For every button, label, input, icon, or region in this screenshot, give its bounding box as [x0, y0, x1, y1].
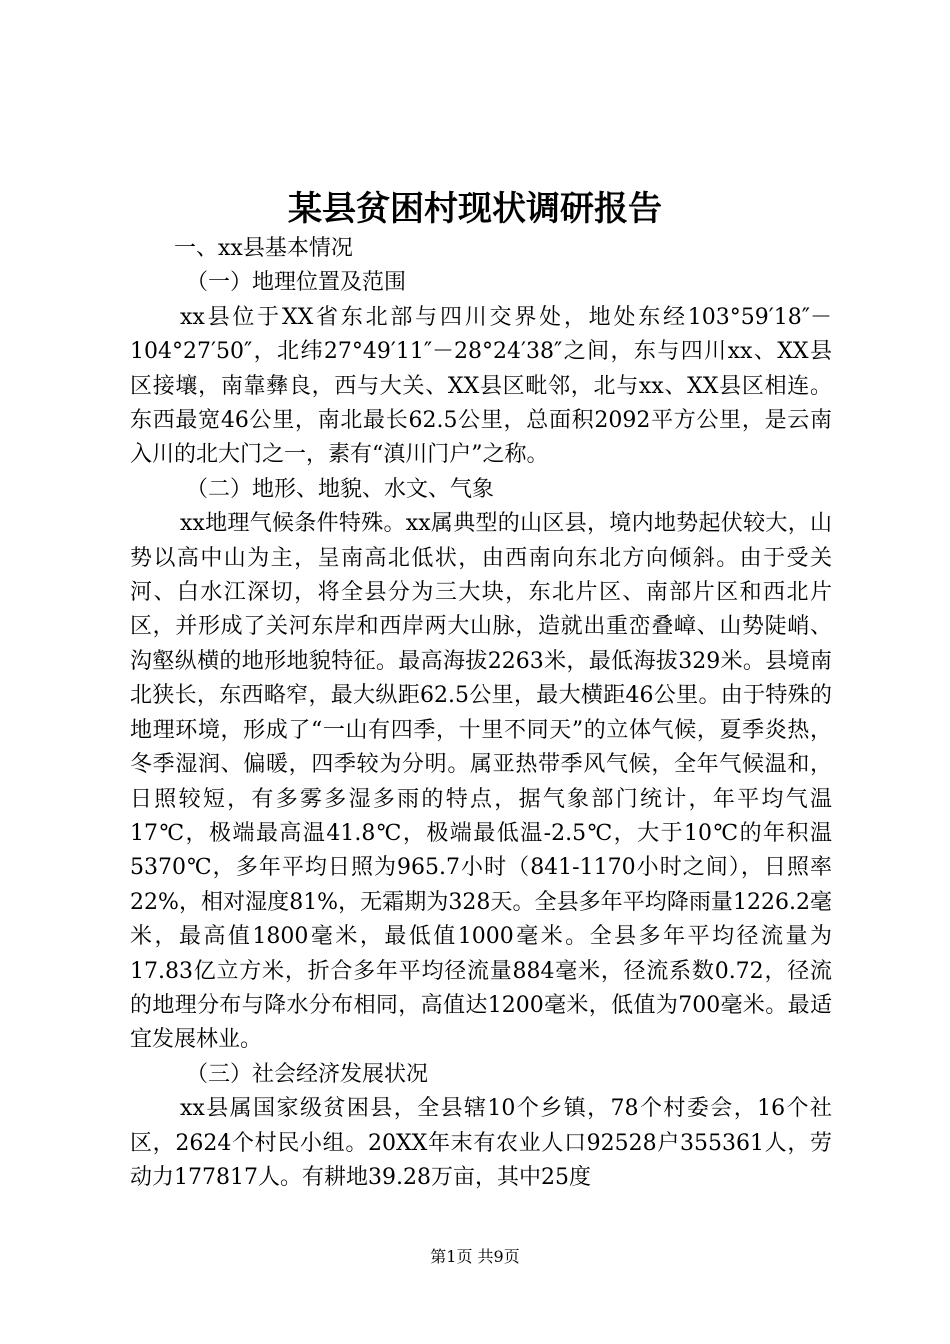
section-heading-basic-info: 一、xx县基本情况	[174, 236, 353, 261]
document-title: 某县贫困村现状调研报告	[288, 189, 662, 229]
paragraph-economy: xx县属国家级贫困县，全县辖10个乡镇，78个村委会，16个社区，2624个村民小组。20XX年末有农业人口92528户355361人，劳动力177817人。有耕地39.28万亩，其中25度	[130, 1096, 832, 1190]
paragraph-location: xx县位于XX省东北部与四川交界处，地处东经103°59′18″－104°27′50″，北纬27°49′11″－28°24′38″之间，东与四川xx、XX县区接壤，南靠彝良，西与大关、XX县区毗邻，北与xx、XX县区相连。东西最宽46公里，南北最长62.5公里，总面积2092平方公里，是云南入川的北大门之一，素有“滇川门户”之称。	[130, 304, 832, 468]
page-number-footer: 第1页 共9页	[430, 1247, 520, 1266]
document-body	[130, 232, 832, 1195]
subsection-heading-location: （一）地理位置及范围	[186, 270, 407, 296]
subsection-heading-economy: （三）社会经济发展状况	[186, 1061, 429, 1087]
subsection-heading-terrain: （二）地形、地貌、水文、气象	[186, 476, 495, 502]
paragraph-terrain: xx地理气候条件特殊。xx属典型的山区县，境内地势起伏较大，山势以高中山为主，呈南高北低状，由西南向东北方向倾斜。由于受关河、白水江深切，将全县分为三大块，东北片区、南部片区和西北片区，并形成了关河东岸和西岸两大山脉，造就出重峦叠嶂、山势陡峭、沟壑纵横的地形地貌特征。最高海拔2263米，最低海拔329米。县境南北狭长，东西略窄，最大纵距62.5公里，最大横距46公里。由于特殊的地理环境，形成了“一山有四季，十里不同天”的立体气候，夏季炎热，冬季湿润、偏暖，四季较为分明。属亚热带季风气候，全年气候温和，日照较短，有多雾多湿多雨的特点，据气象部门统计，年平均气温17℃，极端最高温41.8℃，极端最低温-2.5℃，大于10℃的年积温5370℃，多年平均日照为965.7小时（841-1170小时之间），日照率22%，相对湿度81%，无霜期为328天。全县多年平均降雨量1226.2毫米，最高值1800毫米，最低值1000毫米。全县多年平均径流量为17.83亿立方米，折合多年平均径流量884毫米，径流系数0.72，径流的地理分布与降水分布相同，高值达1200毫米，低值为700毫米。最适宜发展林业。	[130, 511, 832, 1053]
